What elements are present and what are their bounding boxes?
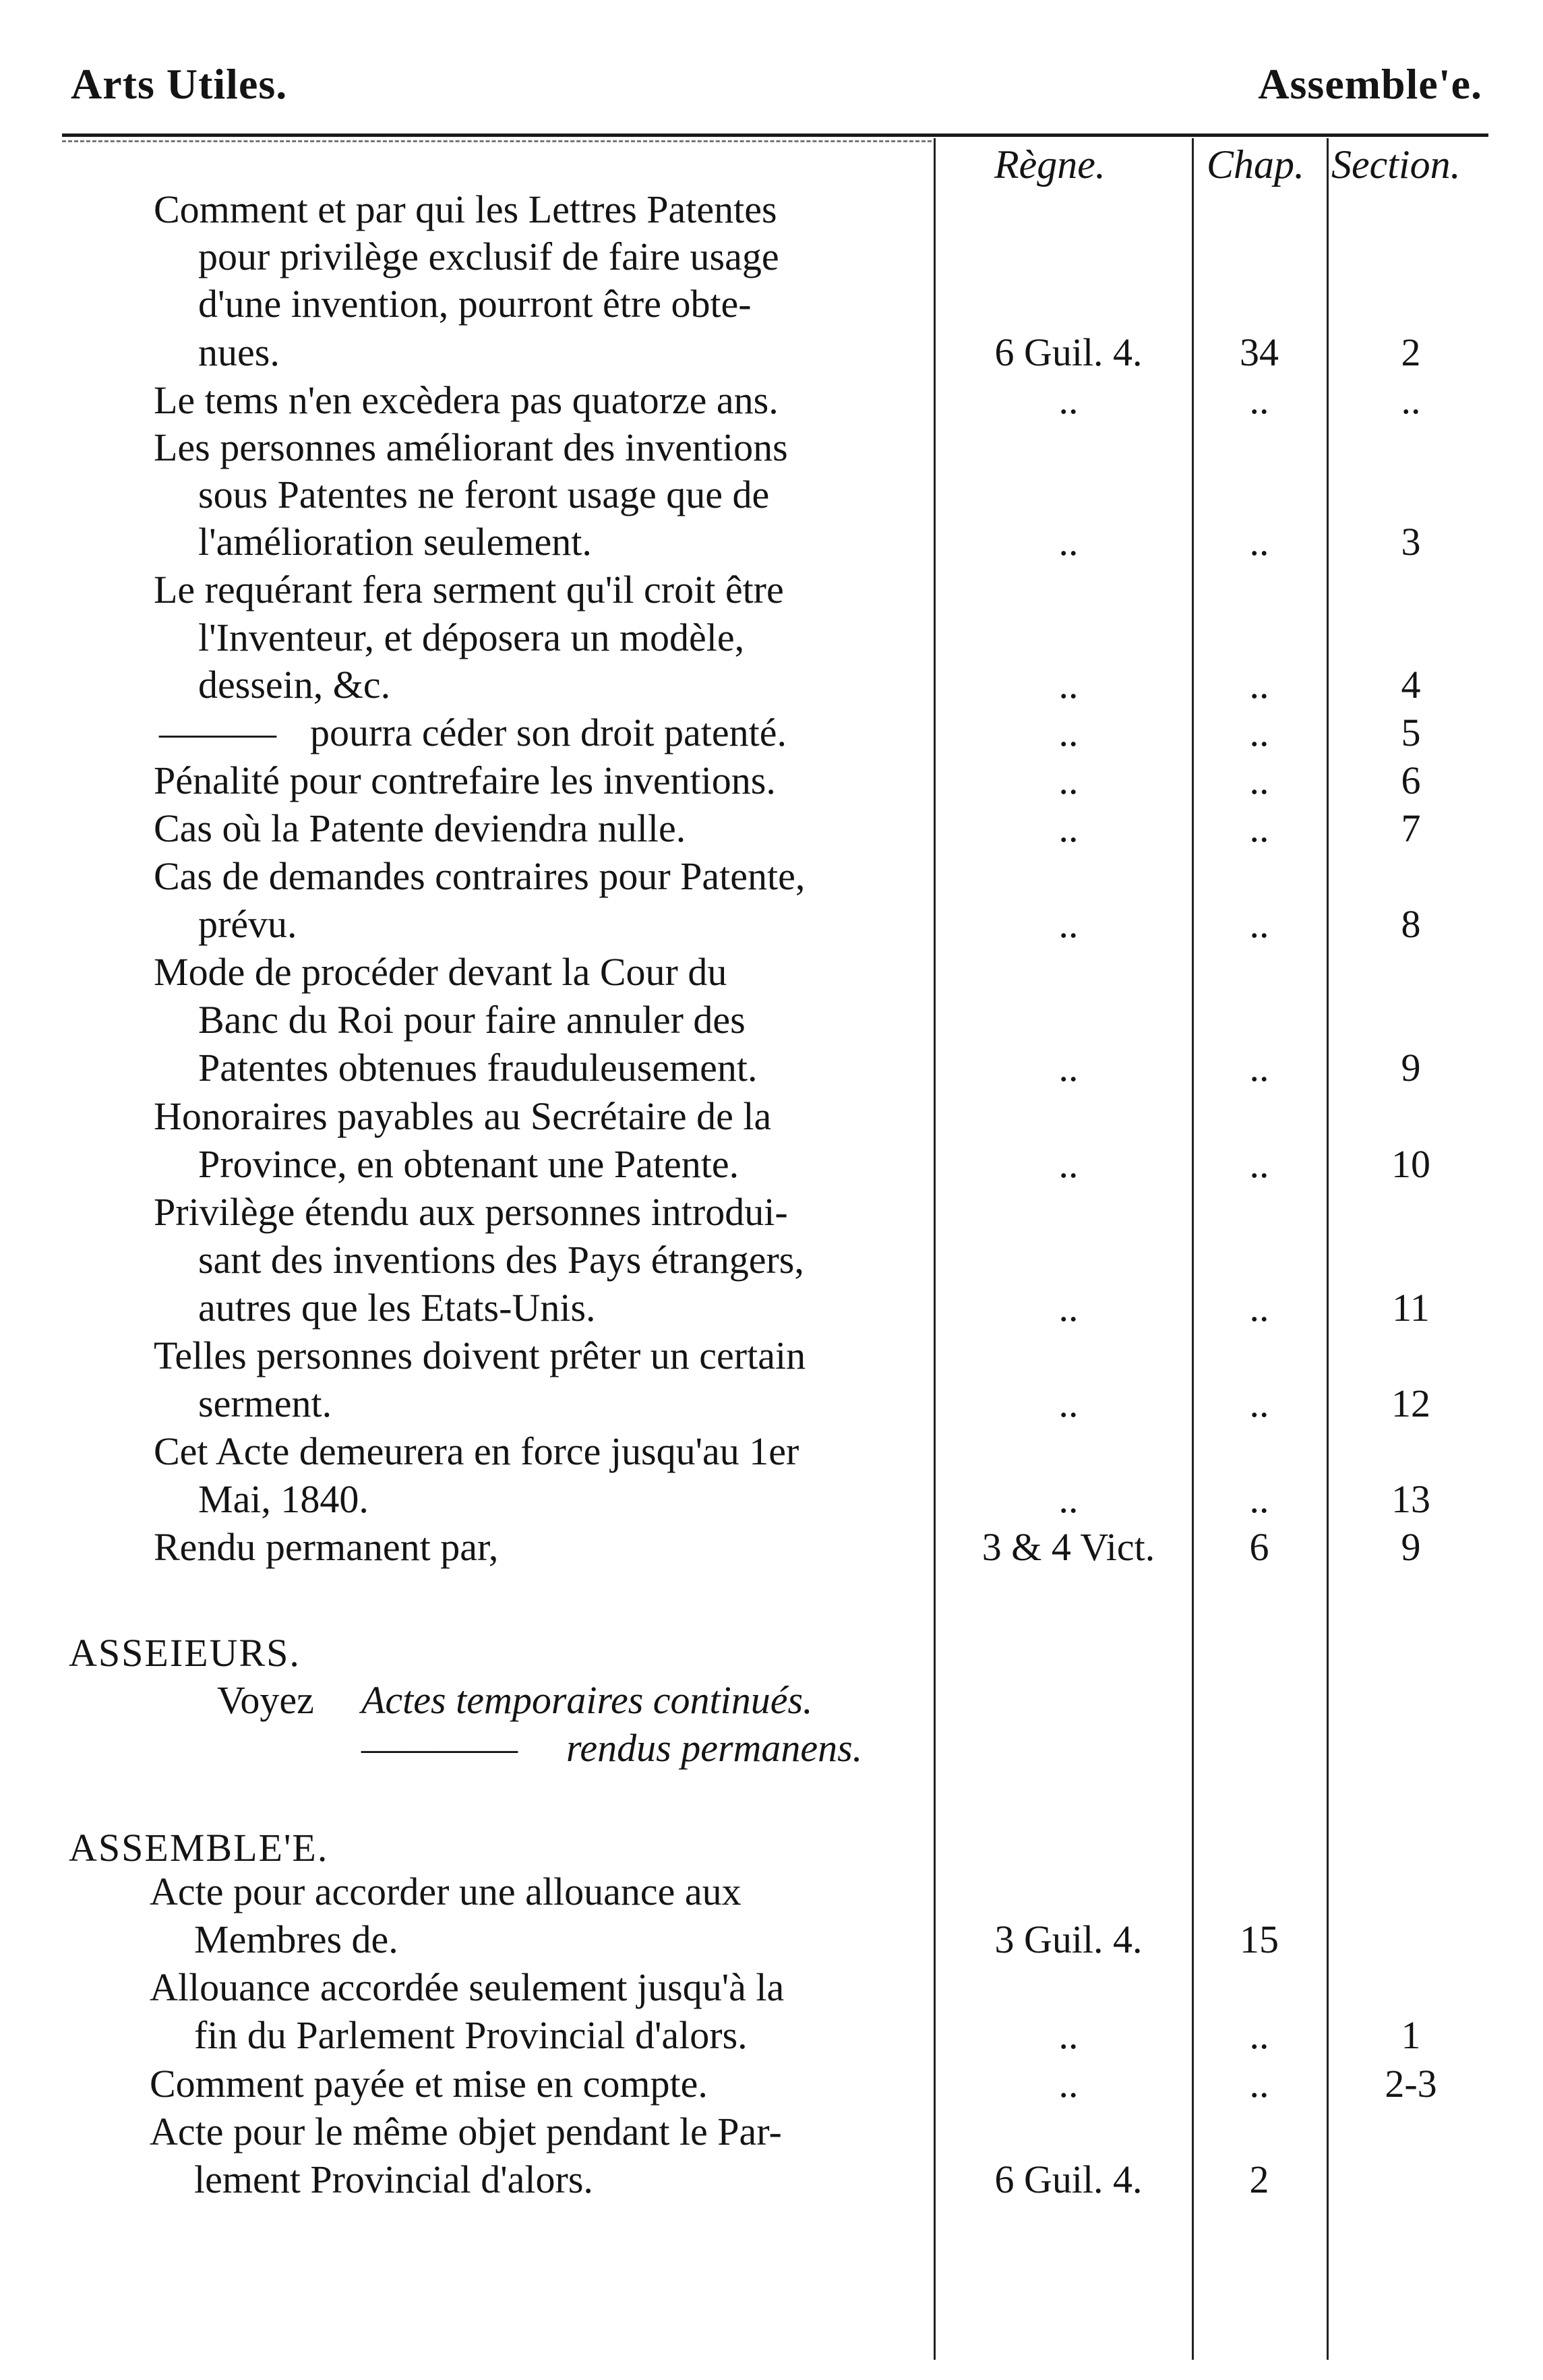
regne-cell: .. (1058, 1046, 1079, 1090)
entry-text: autres que les Etats-Unis. (198, 1286, 596, 1330)
chap-cell: .. (1249, 806, 1269, 850)
section-cell: .. (1401, 378, 1421, 422)
chap-cell: .. (1249, 2013, 1269, 2057)
entry-text: sous Patentes ne feront usage que de (198, 473, 770, 516)
column-header-chap: Chap. (1207, 142, 1305, 187)
section-cell: 4 (1401, 663, 1421, 707)
entry-text: Mode de procéder devant la Cour du (154, 950, 727, 994)
section-heading: ASSEIEURS. (69, 1631, 301, 1675)
section-cell: 1 (1401, 2013, 1421, 2057)
entry-text: Cet Acte demeurera en force jusqu'au 1er (154, 1429, 799, 1473)
chap-cell: .. (1249, 1142, 1269, 1186)
chap-cell: 34 (1240, 330, 1279, 374)
ditto-dash: ——— (159, 711, 276, 754)
regne-cell: .. (1058, 1477, 1079, 1521)
section-cell: 7 (1401, 806, 1421, 850)
entry-text: Acte pour accorder une allouance aux (150, 1870, 742, 1913)
regne-cell: .. (1058, 663, 1079, 707)
regne-cell: 3 Guil. 4. (994, 1917, 1143, 1961)
entry-text: Banc du Roi pour faire annuler des (198, 998, 746, 1042)
entry-text: prévu. (198, 902, 297, 946)
entry-text: Le requérant fera serment qu'il croit être (154, 568, 784, 612)
section-cell: 2-3 (1385, 2062, 1437, 2106)
chap-cell: 6 (1249, 1525, 1269, 1569)
entry-text: l'amélioration seulement. (198, 520, 592, 564)
section-cell: 3 (1401, 520, 1421, 564)
section-cell: 12 (1391, 1381, 1430, 1425)
column-header-regne: Règne. (994, 142, 1106, 187)
chap-cell: .. (1249, 1286, 1269, 1330)
header-rule (62, 133, 1488, 137)
entry-text: Allouance accordée seulement jusqu'à la (150, 1965, 785, 2009)
ditto-dash: ———— (361, 1726, 518, 1770)
entry-text: Comment payée et mise en compte. (150, 2062, 708, 2106)
section-cell: 6 (1401, 758, 1421, 802)
entry-text: Pénalité pour contrefaire les inventions. (154, 758, 776, 802)
regne-cell: 3 & 4 Vict. (981, 1525, 1155, 1569)
section-cell: 9 (1401, 1525, 1421, 1569)
chap-cell: .. (1249, 378, 1269, 422)
regne-cell: .. (1058, 1381, 1079, 1425)
section-heading: ASSEMBLE'E. (69, 1826, 329, 1870)
chap-cell: .. (1249, 758, 1269, 802)
cross-reference: Actes temporaires continués. (361, 1678, 813, 1722)
regne-cell: 6 Guil. 4. (994, 330, 1143, 374)
chap-cell: .. (1249, 711, 1269, 754)
entry-text: pourra céder son droit patenté. (310, 711, 787, 754)
entry-text: pour privilège exclusif de faire usage (198, 235, 779, 278)
entry-text: fin du Parlement Provincial d'alors. (194, 2013, 748, 2057)
entry-text: Membres de. (194, 1917, 398, 1961)
entry-text: nues. (198, 330, 280, 374)
running-header-left: Arts Utiles. (71, 60, 288, 108)
running-header-right: Assemble'e. (1258, 60, 1482, 108)
entry-text: l'Inventeur, et déposera un modèle, (198, 616, 745, 659)
entry-text: Les personnes améliorant des inventions (154, 425, 788, 469)
chap-cell: 2 (1249, 2158, 1269, 2201)
chap-cell: .. (1249, 902, 1269, 946)
entry-text: serment. (198, 1381, 332, 1425)
entry-text: Privilège étendu aux personnes introdui- (154, 1190, 788, 1234)
entry-text: dessein, &c. (198, 663, 391, 707)
chap-cell: .. (1249, 2062, 1269, 2106)
section-cell: 9 (1401, 1046, 1421, 1090)
regne-cell: .. (1058, 378, 1079, 422)
entry-text: Comment et par qui les Lettres Patentes (154, 187, 777, 231)
regne-cell: .. (1058, 2013, 1079, 2057)
entry-text: d'une invention, pourront être obte- (198, 282, 752, 326)
chap-cell: .. (1249, 520, 1269, 564)
chap-cell: .. (1249, 1381, 1269, 1425)
entry-text: Cas où la Patente deviendra nulle. (154, 806, 686, 850)
header-dashed-rule (62, 140, 932, 142)
regne-cell: .. (1058, 520, 1079, 564)
entry-text: Acte pour le même objet pendant le Par- (150, 2110, 782, 2153)
cross-reference: rendus permanens. (566, 1726, 863, 1770)
section-cell: 8 (1401, 902, 1421, 946)
regne-cell: .. (1058, 1286, 1079, 1330)
section-cell: 13 (1391, 1477, 1430, 1521)
chap-cell: .. (1249, 1046, 1269, 1090)
voyez-label: Voyez (217, 1678, 314, 1722)
regne-cell: 6 Guil. 4. (994, 2158, 1143, 2201)
section-cell: 2 (1401, 330, 1421, 374)
entry-text: Le tems n'en excèdera pas quatorze ans. (154, 378, 779, 422)
entry-text: Mai, 1840. (198, 1477, 369, 1521)
entry-text: Province, en obtenant une Patente. (198, 1142, 739, 1186)
entry-text: Rendu permanent par, (154, 1525, 499, 1569)
regne-cell: .. (1058, 2062, 1079, 2106)
regne-cell: .. (1058, 758, 1079, 802)
regne-cell: .. (1058, 1142, 1079, 1186)
regne-cell: .. (1058, 806, 1079, 850)
column-header-section: Section. (1331, 142, 1461, 187)
entry-text: Patentes obtenues frauduleusement. (198, 1046, 758, 1090)
regne-cell: .. (1058, 711, 1079, 754)
regne-cell: .. (1058, 902, 1079, 946)
section-cell: 5 (1401, 711, 1421, 754)
section-cell: 11 (1392, 1286, 1430, 1330)
entry-text: Cas de demandes contraires pour Patente, (154, 854, 806, 898)
chap-cell: .. (1249, 663, 1269, 707)
entry-text: lement Provincial d'alors. (194, 2158, 593, 2201)
entry-text: sant des inventions des Pays étrangers, (198, 1238, 804, 1282)
entry-text: Telles personnes doivent prêter un certain (154, 1334, 806, 1377)
chap-cell: .. (1249, 1477, 1269, 1521)
chap-cell: 15 (1240, 1917, 1279, 1961)
section-cell: 10 (1391, 1142, 1430, 1186)
entry-text: Honoraires payables au Secrétaire de la (154, 1094, 772, 1138)
